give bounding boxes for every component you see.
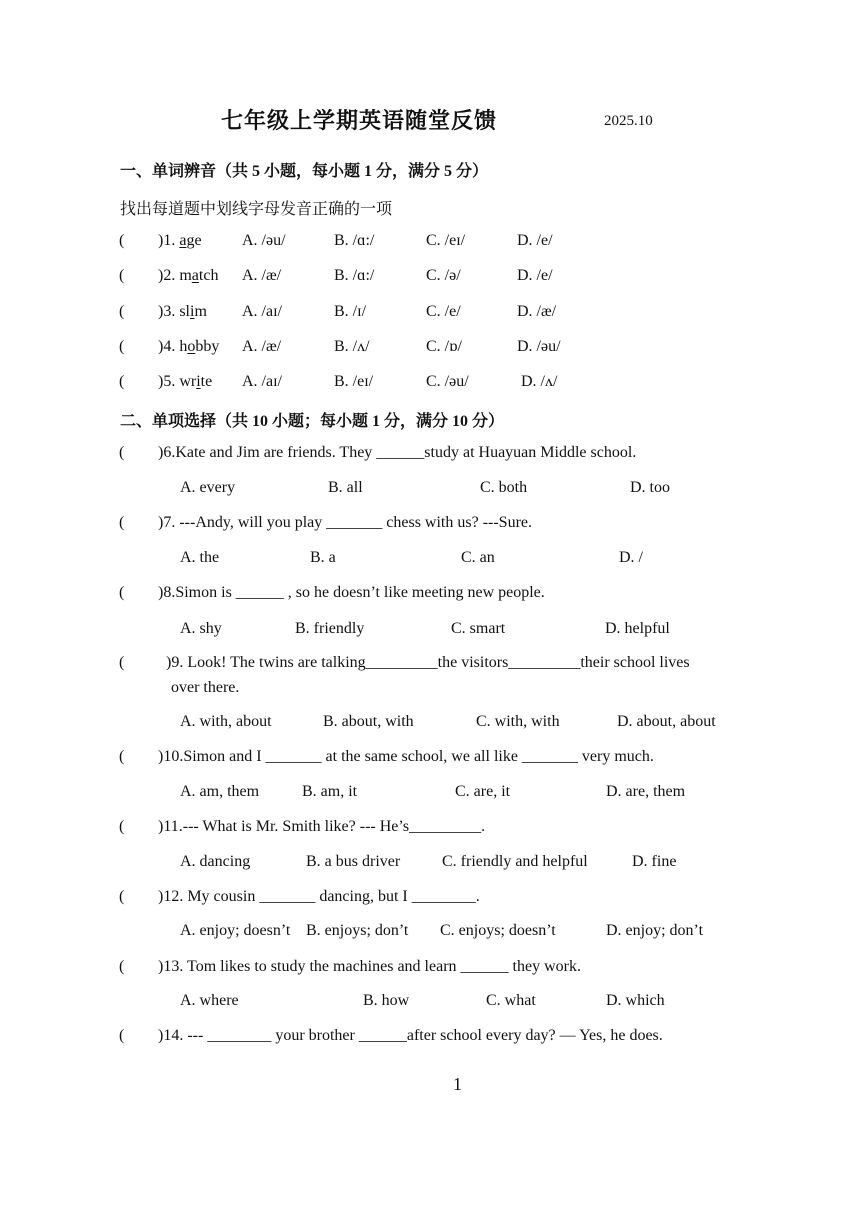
option-c: C. /əu/ bbox=[426, 373, 469, 390]
answer-blank[interactable]: ( bbox=[119, 373, 125, 390]
option-a: A. /æ/ bbox=[242, 338, 282, 355]
answer-blank[interactable]: ( bbox=[119, 303, 125, 320]
question-stem: )6.Kate and Jim are friends. They ______study at Huayuan Middle school. bbox=[158, 444, 637, 461]
question-stem: )8.Simon is ______ , so he doesn’t like meeting new people. bbox=[158, 584, 545, 601]
option-a: A. /æ/ bbox=[242, 267, 282, 284]
option-a: A. /əu/ bbox=[242, 232, 286, 249]
section-1-instruction: 找出每道题中划线字母发音正确的一项 bbox=[120, 201, 393, 218]
answer-blank[interactable]: ( bbox=[119, 444, 125, 461]
date-label: 2025.10 bbox=[604, 113, 653, 129]
answer-blank[interactable]: ( bbox=[119, 338, 125, 355]
option-c: C. /ə/ bbox=[426, 267, 461, 284]
option-c: C. friendly and helpful bbox=[442, 853, 588, 870]
option-a: A. every bbox=[180, 479, 236, 496]
answer-blank[interactable]: ( bbox=[119, 654, 125, 671]
option-b: B. /ɪ/ bbox=[334, 303, 367, 320]
option-d: D. about, about bbox=[617, 713, 716, 730]
option-d: D. enjoy; don’t bbox=[606, 922, 704, 939]
option-d: D. which bbox=[606, 992, 665, 1009]
option-a: A. /aɪ/ bbox=[242, 303, 282, 320]
question-word: )1. age bbox=[158, 232, 202, 249]
option-b: B. a bus driver bbox=[306, 853, 401, 870]
answer-blank[interactable]: ( bbox=[119, 514, 125, 531]
option-d: D. are, them bbox=[606, 783, 686, 800]
option-b: B. /ɑ:/ bbox=[334, 232, 375, 249]
option-b: B. about, with bbox=[323, 713, 414, 730]
option-a: A. dancing bbox=[180, 853, 251, 870]
option-d: D. /əu/ bbox=[517, 338, 561, 355]
option-d: D. / bbox=[619, 549, 643, 566]
question-stem: )7. ---Andy, will you play _______ chess with us? ---Sure. bbox=[158, 514, 533, 531]
question-stem: )13. Tom likes to study the machines and learn ______ they work. bbox=[158, 958, 581, 975]
question-stem: )11.--- What is Mr. Smith like? --- He’s_________. bbox=[158, 818, 486, 835]
option-d: D. fine bbox=[632, 853, 677, 870]
answer-blank[interactable]: ( bbox=[119, 267, 125, 284]
option-b: B. /ɑ:/ bbox=[334, 267, 375, 284]
option-c: C. /ɒ/ bbox=[426, 338, 462, 355]
page-number: 1 bbox=[453, 1074, 462, 1094]
option-a: A. /aɪ/ bbox=[242, 373, 282, 390]
question-word: )2. match bbox=[158, 267, 219, 284]
answer-blank[interactable]: ( bbox=[119, 748, 125, 765]
option-a: A. enjoy; doesn’t bbox=[180, 922, 291, 939]
answer-blank[interactable]: ( bbox=[119, 584, 125, 601]
option-d: D. too bbox=[630, 479, 670, 496]
question-stem: )12. My cousin _______ dancing, but I ________. bbox=[158, 888, 480, 905]
option-d: D. /ʌ/ bbox=[521, 373, 558, 390]
option-a: A. with, about bbox=[180, 713, 272, 730]
question-stem: )10.Simon and I _______ at the same school, we all like _______ very much. bbox=[158, 748, 654, 765]
option-c: C. both bbox=[480, 479, 528, 496]
section-2-heading: 二、单项选择（共 10 小题；每小题 1 分，满分 10 分） bbox=[120, 413, 505, 430]
option-c: C. /e/ bbox=[426, 303, 461, 320]
answer-blank[interactable]: ( bbox=[119, 888, 125, 905]
option-b: B. /eɪ/ bbox=[334, 373, 374, 390]
question-word: )4. hobby bbox=[158, 338, 220, 355]
option-b: B. /ʌ/ bbox=[334, 338, 370, 355]
option-c: C. what bbox=[486, 992, 536, 1009]
option-a: A. am, them bbox=[180, 783, 260, 800]
option-c: C. are, it bbox=[455, 783, 511, 800]
answer-blank[interactable]: ( bbox=[119, 1027, 125, 1044]
option-c: C. /eɪ/ bbox=[426, 232, 466, 249]
option-d: D. /æ/ bbox=[517, 303, 557, 320]
option-c: C. smart bbox=[451, 620, 506, 637]
question-word: )5. write bbox=[158, 373, 213, 390]
option-c: C. with, with bbox=[476, 713, 560, 730]
option-d: D. /e/ bbox=[517, 232, 553, 249]
question-stem-continued: over there. bbox=[171, 679, 240, 696]
option-a: A. the bbox=[180, 549, 220, 566]
question-word: )3. slim bbox=[158, 303, 207, 320]
answer-blank[interactable]: ( bbox=[119, 232, 125, 249]
question-stem: )14. --- ________ your brother ______after school every day? — Yes, he does. bbox=[158, 1027, 663, 1044]
option-b: B. am, it bbox=[302, 783, 358, 800]
option-d: D. helpful bbox=[605, 620, 670, 637]
answer-blank[interactable]: ( bbox=[119, 818, 125, 835]
section-1-heading: 一、单词辨音（共 5 小题，每小题 1 分，满分 5 分） bbox=[120, 163, 489, 180]
option-a: A. shy bbox=[180, 620, 222, 637]
option-b: B. friendly bbox=[295, 620, 365, 637]
option-b: B. all bbox=[328, 479, 363, 496]
option-b: B. enjoys; don’t bbox=[306, 922, 409, 939]
option-c: C. an bbox=[461, 549, 495, 566]
option-b: B. how bbox=[363, 992, 410, 1009]
option-c: C. enjoys; doesn’t bbox=[440, 922, 556, 939]
option-d: D. /e/ bbox=[517, 267, 553, 284]
page-title: 七年级上学期英语随堂反馈 bbox=[221, 108, 498, 133]
option-b: B. a bbox=[310, 549, 336, 566]
option-a: A. where bbox=[180, 992, 239, 1009]
question-stem: )9. Look! The twins are talking_________the visitors_________their school lives bbox=[166, 654, 690, 671]
answer-blank[interactable]: ( bbox=[119, 958, 125, 975]
